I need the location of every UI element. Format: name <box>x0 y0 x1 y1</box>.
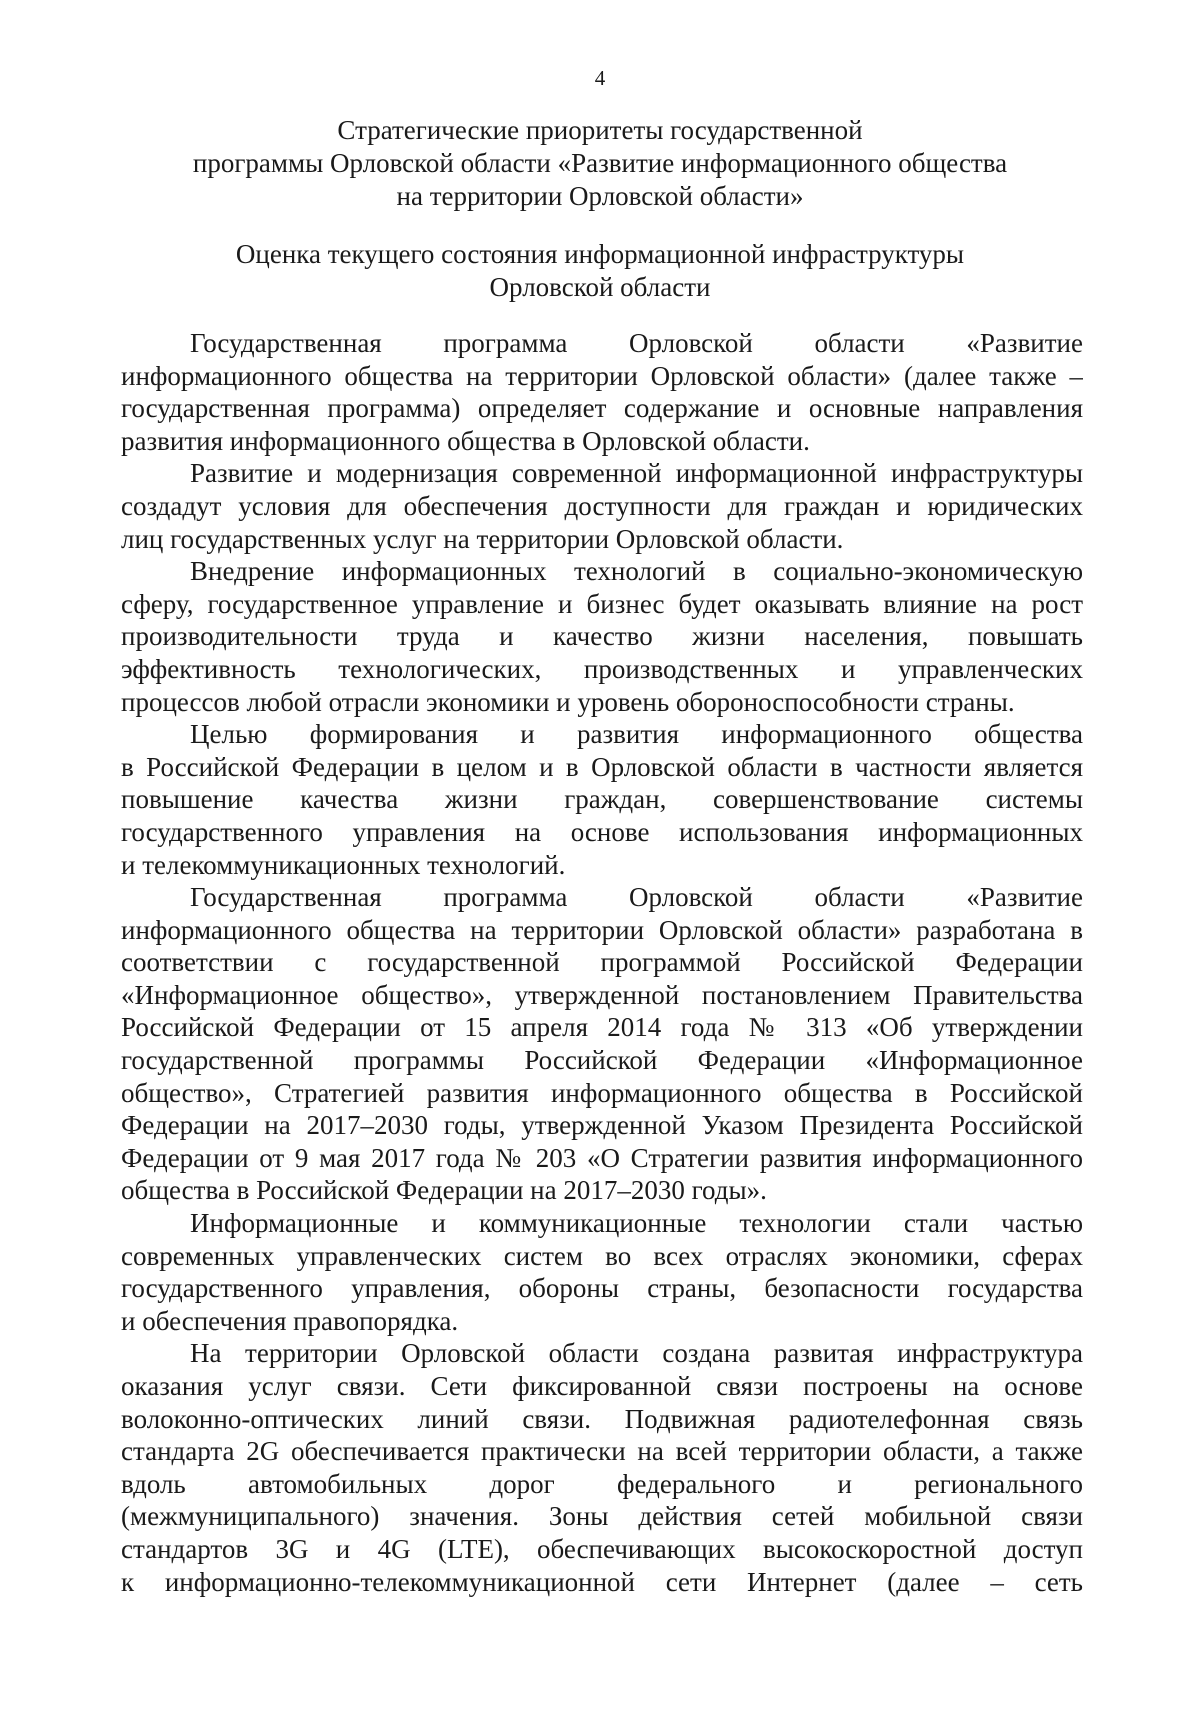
body-line: государственного управления, обороны страны, безопасности государства <box>121 1273 1083 1304</box>
title-line: на территории Орловской области» <box>396 181 804 211</box>
body-line: производительности труда и качество жизни населения, повышать <box>121 621 1083 652</box>
body-line: стандарта 2G обеспечивается практически на всей территории области, а также <box>121 1436 1083 1467</box>
body-line: соответствии с государственной программой Российской Федерации <box>121 947 1083 978</box>
body-line: Государственная программа Орловской области «Развитие <box>190 882 1083 913</box>
body-line: оказания услуг связи. Сети фиксированной связи построены на основе <box>121 1371 1083 1401</box>
title-line: Стратегические приоритеты государственной <box>337 115 863 145</box>
body-line: вдоль автомобильных дорог федерального и регионального <box>121 1468 1083 1499</box>
document-title <box>110 114 1090 213</box>
body-line: Развитие и модернизация современной информационной инфраструктуры <box>190 458 1083 489</box>
body-line: процессов любой отрасли экономики и уровень обороноспособности страны. <box>121 686 1015 717</box>
body-text <box>121 327 1083 1598</box>
body-line: Информационные и коммуникационные технологии стали частью <box>190 1208 1083 1239</box>
body-line: к информационно-телекоммуникационной сети Интернет (далее – сеть <box>121 1566 1083 1597</box>
body-line: государственной программы Российской Федерации «Информационное <box>121 1045 1083 1076</box>
body-line: На территории Орловской области создана развитая инфраструктура <box>190 1338 1083 1369</box>
body-line: (межмуниципального) значения. Зоны действия сетей мобильной связи <box>121 1501 1083 1532</box>
page-number: 4 <box>594 66 606 90</box>
body-line: «Информационное общество», утвержденной постановлением Правительства <box>121 979 1083 1010</box>
body-line: лиц государственных услуг на территории Орловской области. <box>121 523 844 554</box>
body-line: стандартов 3G и 4G (LTE), обеспечивающих высокоскоростной доступ <box>121 1533 1083 1564</box>
body-line: общество», Стратегией развития информационного общества в Российской <box>121 1077 1083 1108</box>
body-line: Государственная программа Орловской области «Развитие <box>190 328 1083 358</box>
body-line: волоконно-оптических линий связи. Подвижная радиотелефонная связь <box>121 1403 1083 1434</box>
body-line: Российской Федерации от 15 апреля 2014 года № 313 «Об утверждении <box>121 1012 1083 1043</box>
body-line: государственного управления на основе использования информационных <box>121 816 1083 847</box>
body-line: современных управленческих систем во всех отраслях экономики, сферах <box>121 1240 1083 1271</box>
body-line: и обеспечения правопорядка. <box>121 1305 459 1336</box>
body-line: Федерации на 2017–2030 годы, утвержденной Указом Президента Российской <box>121 1110 1083 1141</box>
body-line: эффективность технологических, производственных и управленческих <box>121 653 1083 684</box>
body-line: Федерации от 9 мая 2017 года № 203 «О Стратегии развития информационного <box>121 1142 1083 1173</box>
body-line: информационного общества на территории Орловской области» разработана в <box>121 914 1083 945</box>
body-line: повышение качества жизни граждан, совершенствование системы <box>121 784 1083 815</box>
body-line: общества в Российской Федерации на 2017–2030 годы». <box>121 1175 767 1206</box>
body-line: создадут условия для обеспечения доступности для граждан и юридических <box>121 490 1083 521</box>
body-line: информационного общества на территории Орловской области» (далее также – <box>121 360 1083 391</box>
heading-line: Оценка текущего состояния информационной инфраструктуры <box>235 239 965 269</box>
body-line: Внедрение информационных технологий в социально-экономическую <box>190 556 1083 587</box>
body-line: и телекоммуникационных технологий. <box>121 849 566 880</box>
heading-line: Орловской области <box>489 272 711 302</box>
body-line: государственная программа) определяет содержание и основные направления <box>121 393 1083 424</box>
body-line: в Российской Федерации в целом и в Орловской области в частности является <box>121 751 1083 782</box>
body-line: сферу, государственное управление и бизнес будет оказывать влияние на рост <box>121 588 1083 619</box>
title-line: программы Орловской области «Развитие информационного общества <box>192 148 1008 178</box>
body-line: Целью формирования и развития информационного общества <box>190 719 1083 750</box>
body-line: развития информационного общества в Орловской области. <box>121 425 810 456</box>
section-heading <box>110 238 1090 304</box>
